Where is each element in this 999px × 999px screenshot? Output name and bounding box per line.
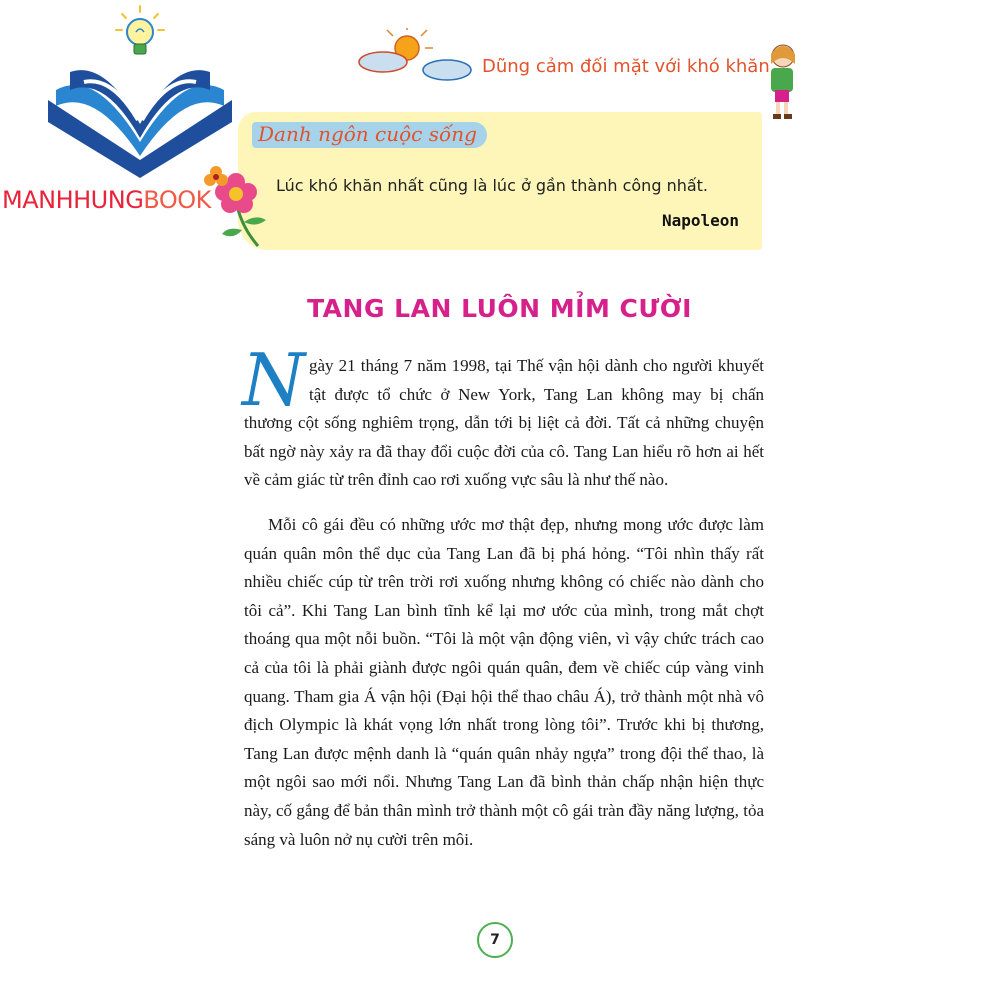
quote-label: Danh ngôn cuộc sống (252, 122, 487, 148)
article-title: TANG LAN LUÔN MỈM CƯỜI (307, 294, 692, 323)
paragraph-1: Ngày 21 tháng 7 năm 1998, tại Thế vận hội dành cho người khuyết tật được tổ chức ở New York, Tang Lan không may bị chấn thương cột sống nghiêm trọng, dẫn tới bị liệt cả đời. Tất cả những chuyện bất ngờ này xảy ra đã thay đổi cuộc đời của cô. Tang Lan hiểu rõ hơn ai hết về cảm giác từ trên đỉnh cao rơi xuống vực sâu là như thế nào. (242, 338, 764, 490)
light-bulb-icon (110, 4, 170, 64)
girl-illustration-icon (755, 40, 810, 122)
chapter-title: Dũng cảm đối mặt với khó khăn (482, 56, 770, 77)
logo-text: MANHHUNGBOOK (2, 186, 211, 214)
article-body (242, 338, 764, 854)
quote-author: Napoleon (662, 211, 740, 230)
paragraph-2: Mỗi cô gái đều có những ước mơ thật đẹp, nhưng mong ước được làm quán quân môn thể dục của Tang Lan đã bị phá hỏng. “Tôi nhìn thấy rất nhiều chiếc cúp từ trên trời rơi xuống nhưng không có chiếc nào dành cho tôi cả”. Khi Tang Lan bình tĩnh kể lại mơ ước của mình, trong mắt chợt thoáng qua một nỗi buồn. “Tôi là một vận động viên, vì vậy chức trách cao cả của tôi là phải giành được ngôi quán quân, đem về chiếc cúp vàng vinh quang. Tham gia Á vận hội (Đại hội thể thao châu Á), trở thành một nhà vô địch Olympic là khát vọng lớn nhất trong lòng tôi”. Trước khi bị thương, Tang Lan được mệnh danh là “quán quân nhảy ngựa” trong đội thể thao, là một ngôi sao mới nổi. Nhưng Tang Lan đã bình thản chấp nhận hiện thực này, cố gắng để bản thân mình trở thành một cô gái tràn đầy năng lượng, tỏa sáng và luôn nở nụ cười trên môi. (244, 514, 764, 849)
quote-text: Lúc khó khăn nhất cũng là lúc ở gần thành công nhất. (276, 176, 709, 195)
page-number: 7 (477, 922, 513, 958)
drop-cap: N (242, 338, 305, 422)
clouds-sun-icon (355, 28, 475, 88)
